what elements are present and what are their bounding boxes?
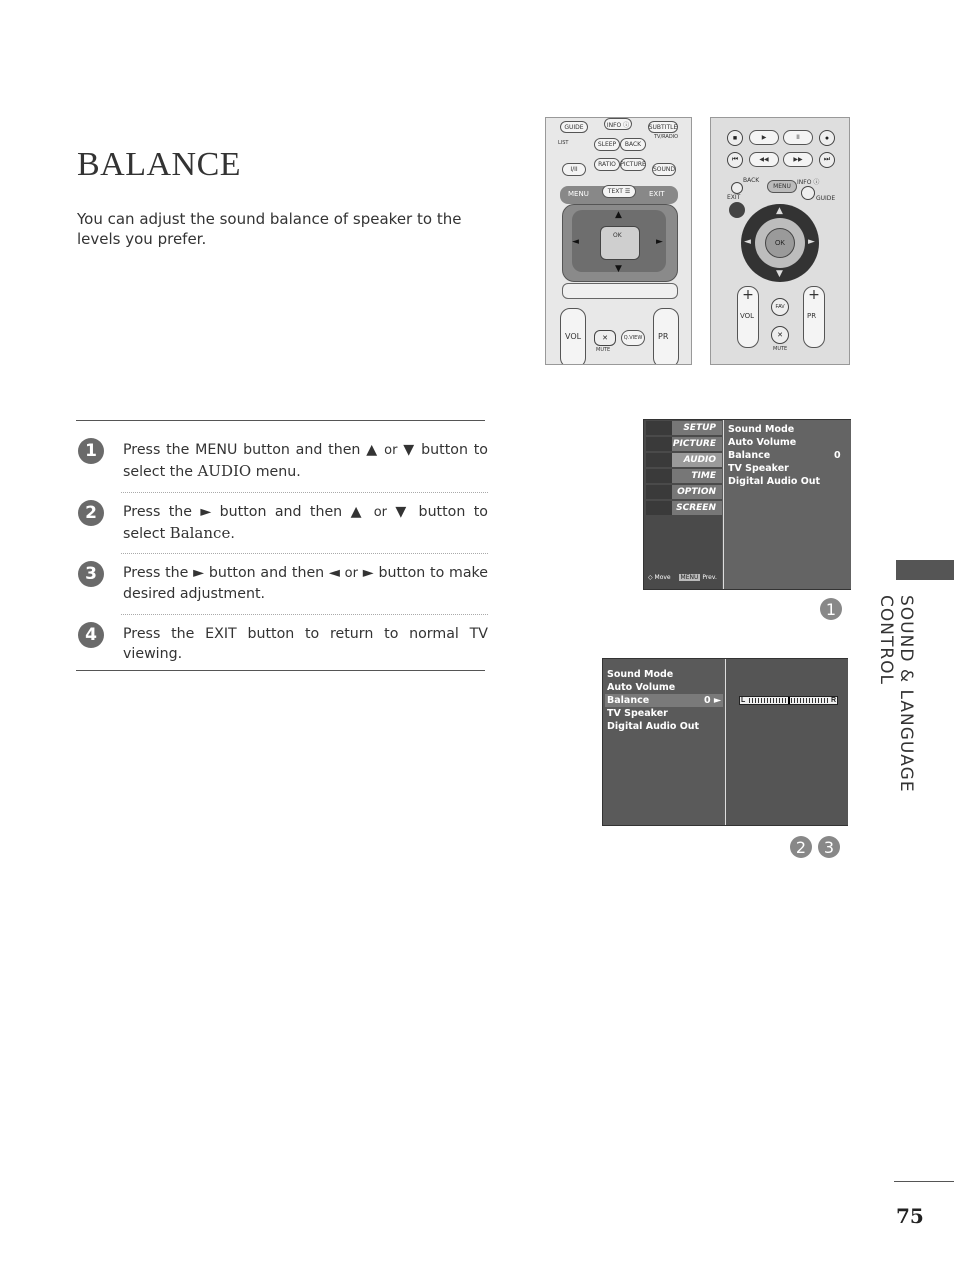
info-label: INFO ⓘ bbox=[797, 179, 820, 186]
balance-slider[interactable] bbox=[739, 696, 838, 705]
menu-item-balance[interactable]: Balance bbox=[607, 695, 650, 706]
page-number: 75 bbox=[896, 1204, 924, 1228]
step-number: 2 bbox=[78, 500, 104, 526]
menu-item-tv-speaker[interactable]: TV Speaker bbox=[607, 708, 668, 719]
left-arrow-icon: ◄ bbox=[572, 237, 579, 247]
vol-label: VOL bbox=[740, 312, 755, 320]
step-divider bbox=[121, 553, 488, 554]
skip-back-icon: ⏮ bbox=[727, 152, 743, 168]
balance-value: 0 bbox=[834, 450, 841, 461]
steps-top-rule bbox=[76, 420, 485, 421]
intro-text: You can adjust the sound balance of speaker to the levels you prefer. bbox=[77, 210, 462, 248]
back-label: BACK bbox=[743, 177, 760, 184]
left-arrow-icon: ◄ bbox=[744, 237, 751, 247]
exit-label: EXIT bbox=[727, 194, 741, 201]
menu-item-auto-volume[interactable]: Auto Volume bbox=[607, 682, 676, 693]
step-divider bbox=[121, 614, 488, 615]
right-arrow-icon: ► bbox=[656, 237, 663, 247]
step-number: 1 bbox=[78, 438, 104, 464]
right-arrow-icon: ► bbox=[808, 237, 815, 247]
back-button: BACK bbox=[620, 138, 646, 151]
section-tab-label: SOUND & LANGUAGE CONTROL bbox=[876, 595, 916, 793]
menu-label: MENU bbox=[568, 190, 589, 198]
ok-button: OK bbox=[765, 228, 795, 258]
menu-item-sound-mode[interactable]: Sound Mode bbox=[607, 669, 674, 680]
text-button: TEXT ☰ bbox=[602, 185, 636, 198]
sound-button: SOUND bbox=[652, 163, 676, 176]
exit-label: EXIT bbox=[649, 190, 665, 198]
menu-tab-audio[interactable]: AUDIO bbox=[646, 453, 722, 467]
menu-button: MENU bbox=[767, 180, 797, 193]
pr-rocker: + bbox=[803, 286, 825, 348]
fav-button: FAV bbox=[771, 298, 789, 316]
callout-marker: 1 bbox=[820, 598, 842, 620]
ratio-button: RATIO bbox=[594, 158, 620, 171]
menu-item-digital-audio-out[interactable]: Digital Audio Out bbox=[728, 476, 821, 487]
callout-marker: 2 bbox=[790, 836, 812, 858]
menu-tab-time[interactable]: TIME bbox=[646, 469, 722, 483]
list-label: LIST bbox=[558, 140, 569, 146]
page-title: BALANCE bbox=[77, 146, 242, 183]
guide-button: GUIDE bbox=[560, 121, 588, 133]
down-arrow-icon: ▼ bbox=[615, 264, 622, 274]
mute-icon: ✕ bbox=[594, 330, 616, 346]
menu-tab-option[interactable]: OPTION bbox=[646, 485, 722, 499]
osd-audio-menu bbox=[643, 419, 851, 590]
balance-right-label: R bbox=[830, 697, 836, 704]
step-number: 3 bbox=[78, 561, 104, 587]
skip-forward-icon: ⏭ bbox=[819, 152, 835, 168]
mute-icon: ✕ bbox=[771, 326, 789, 344]
pr-label: PR bbox=[658, 332, 669, 341]
section-tab-bar bbox=[896, 560, 954, 580]
down-arrow-icon: ▼ bbox=[776, 269, 783, 279]
osd-balance-adjust bbox=[602, 658, 848, 826]
i-ii-button: I/II bbox=[562, 163, 586, 176]
pause-icon: II bbox=[783, 130, 813, 145]
slider-thumb[interactable] bbox=[788, 697, 790, 704]
mute-label: MUTE bbox=[596, 347, 611, 353]
step-2-text: Press the ► button and then ▲ or ▼ button to select Balance. bbox=[123, 504, 488, 542]
guide-button-icon bbox=[801, 186, 815, 200]
menu-tab-screen[interactable]: SCREEN bbox=[646, 501, 722, 515]
stop-icon: ■ bbox=[727, 130, 743, 146]
qview-button: Q.VIEW bbox=[621, 330, 645, 346]
exit-button-icon bbox=[729, 202, 745, 218]
step-3-text: Press the ► button and then ◄ or ► button to make desired adjustment. bbox=[123, 565, 488, 602]
record-icon: ● bbox=[819, 130, 835, 146]
remote-left-illustration bbox=[545, 117, 692, 365]
menu-item-digital-audio-out[interactable]: Digital Audio Out bbox=[607, 721, 700, 732]
play-icon: ▶ bbox=[749, 130, 779, 145]
guide-label: GUIDE bbox=[816, 195, 836, 202]
menu-tab-setup[interactable]: SETUP bbox=[646, 421, 722, 435]
remote-right-illustration bbox=[710, 117, 850, 365]
menu-item-sound-mode[interactable]: Sound Mode bbox=[728, 424, 795, 435]
steps-bottom-rule bbox=[76, 670, 485, 671]
step-1-text: Press the MENU button and then ▲ or ▼ button to select the AUDIO menu. bbox=[123, 442, 488, 480]
step-divider bbox=[121, 492, 488, 493]
fast-forward-icon: ▶▶ bbox=[783, 152, 813, 167]
mute-label: MUTE bbox=[773, 346, 788, 352]
osd-footer: ◇ Move MENU Prev. bbox=[648, 574, 717, 581]
up-arrow-icon: ▲ bbox=[776, 206, 783, 216]
menu-item-auto-volume[interactable]: Auto Volume bbox=[728, 437, 797, 448]
menu-item-tv-speaker[interactable]: TV Speaker bbox=[728, 463, 789, 474]
subtitle-button: SUBTITLE bbox=[648, 121, 678, 133]
balance-value: 0 ► bbox=[704, 695, 722, 706]
balance-left-label: L bbox=[741, 697, 746, 704]
back-button-icon bbox=[731, 182, 743, 194]
menu-item-balance[interactable]: Balance bbox=[728, 450, 771, 461]
menu-tab-picture[interactable]: PICTURE bbox=[646, 437, 722, 451]
footer-rule bbox=[894, 1181, 954, 1182]
up-arrow-icon: ▲ bbox=[615, 210, 622, 220]
picture-button: PICTURE bbox=[620, 158, 646, 171]
vol-label: VOL bbox=[565, 332, 582, 341]
ok-label: OK bbox=[613, 232, 622, 239]
info-button: INFO ⓘ bbox=[604, 118, 632, 130]
step-number: 4 bbox=[78, 622, 104, 648]
rewind-icon: ◀◀ bbox=[749, 152, 779, 167]
callout-marker: 3 bbox=[818, 836, 840, 858]
sleep-button: SLEEP bbox=[594, 138, 620, 151]
vol-rocker: + bbox=[737, 286, 759, 348]
tvradio-label: TV/RADIO bbox=[654, 134, 679, 140]
pr-label: PR bbox=[807, 312, 817, 320]
step-4-text: Press the EXIT button to return to normal TV viewing. bbox=[123, 626, 488, 662]
